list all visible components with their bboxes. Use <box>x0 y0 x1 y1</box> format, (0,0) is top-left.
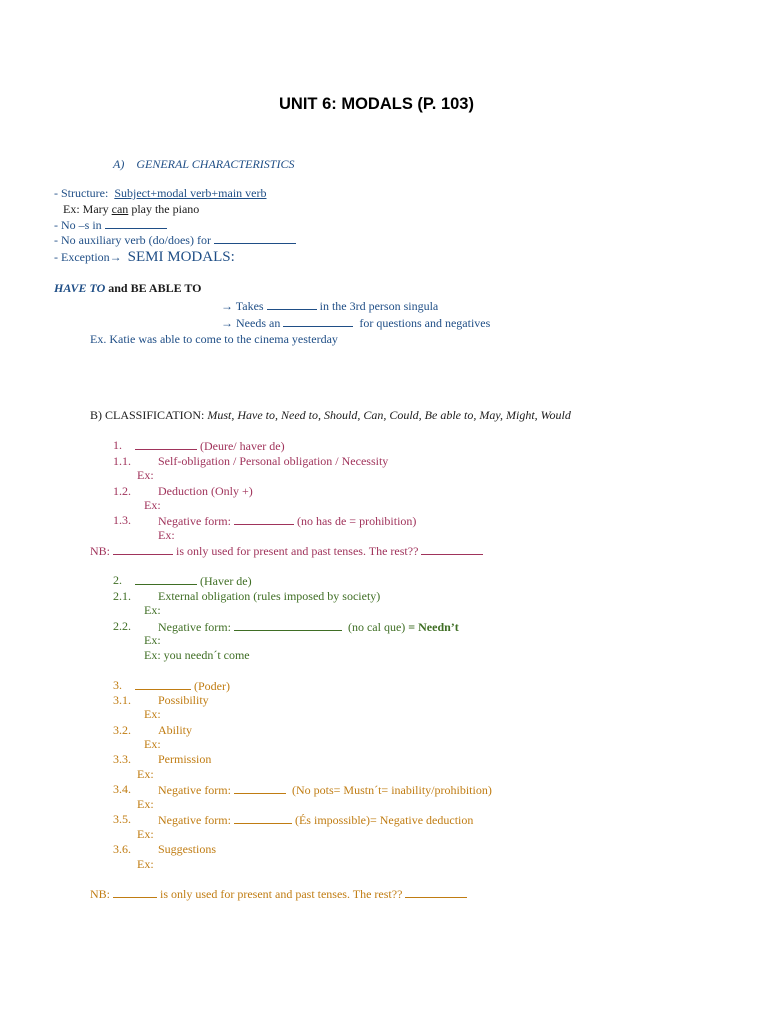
item-2-2-bold: = Needn’t <box>408 620 459 634</box>
example-label: Ex: <box>144 633 161 647</box>
page-title: UNIT 6: MODALS (P. 103) <box>279 95 474 113</box>
blank <box>113 543 173 555</box>
item-3-5 <box>158 812 473 827</box>
blank <box>135 573 197 585</box>
example-label: Ex: <box>144 603 161 617</box>
item-3-1: Possibility <box>158 693 209 707</box>
item-3-5-suffix: (És impossible)= Negative deduction <box>291 813 474 827</box>
item-3-text: (Poder) <box>191 679 230 693</box>
section-b-heading <box>90 408 571 422</box>
katie-example: Ex. Katie was able to come to the cinema yesterday <box>90 332 338 346</box>
item-1-text: (Deure/ haver de) <box>197 439 285 453</box>
nb-line-3 <box>90 886 467 901</box>
item-3-6-number: 3.6. <box>113 842 131 856</box>
takes-suffix: in the 3rd person singula <box>316 299 439 313</box>
item-3-5-label: Negative form: <box>158 813 234 827</box>
example-label: Ex: <box>144 707 161 721</box>
blank <box>135 438 197 450</box>
needs-line <box>221 315 490 330</box>
item-3-6: Suggestions <box>158 842 217 856</box>
example-label: Ex: <box>137 797 154 811</box>
item-1 <box>135 438 285 453</box>
structure-label: - Structure: <box>54 186 115 200</box>
item-1-number: 1. <box>113 438 122 452</box>
item-2-number: 2. <box>113 573 122 587</box>
blank <box>234 619 342 631</box>
be-able-label: and BE ABLE TO <box>105 281 202 295</box>
nb-label: NB: <box>90 544 114 558</box>
item-2-2 <box>158 619 459 634</box>
takes-line <box>221 298 438 313</box>
blank <box>234 513 294 525</box>
blank <box>214 232 296 244</box>
example-label: Ex: <box>137 827 154 841</box>
item-1-2-number: 1.2. <box>113 484 131 498</box>
item-3-3: Permission <box>158 752 212 766</box>
item-2-1-number: 2.1. <box>113 589 131 603</box>
no-s-line <box>54 217 167 232</box>
item-3-5-number: 3.5. <box>113 812 131 826</box>
item-2 <box>135 573 252 588</box>
nb-text: is only used for present and past tenses. The rest?? <box>173 544 422 558</box>
example-mary <box>63 202 199 216</box>
section-b-label: B) CLASSIFICATION: <box>90 408 208 422</box>
no-aux-label: - No auxiliary verb (do/does) for <box>54 233 214 247</box>
item-3 <box>135 678 230 693</box>
item-1-1-number: 1.1. <box>113 454 131 468</box>
item-3-number: 3. <box>113 678 122 692</box>
blank <box>113 886 157 898</box>
have-to-label: HAVE TO <box>54 281 106 295</box>
item-1-1: Self-obligation / Personal obligation / Necessity <box>158 454 389 468</box>
exception-line <box>54 248 235 266</box>
example-label: Ex: <box>137 468 154 482</box>
example-neednt: Ex: you needn´t come <box>144 648 250 662</box>
blank <box>421 543 483 555</box>
exception-label: - Exception→ <box>54 250 128 264</box>
item-1-3-suffix: (no has de = prohibition) <box>293 514 417 528</box>
takes-label: → Takes <box>221 299 267 313</box>
item-3-2: Ability <box>158 723 193 737</box>
item-3-3-number: 3.3. <box>113 752 131 766</box>
item-1-2: Deduction (Only +) <box>158 484 253 498</box>
item-3-4-number: 3.4. <box>113 782 131 796</box>
needs-label: → Needs an <box>221 316 284 330</box>
blank <box>405 886 467 898</box>
item-2-1: External obligation (rules imposed by society) <box>158 589 381 603</box>
item-3-2-number: 3.2. <box>113 723 131 737</box>
nb-text: is only used for present and past tenses. The rest?? <box>157 887 406 901</box>
example-mary-suffix: play the piano <box>128 202 200 216</box>
example-label: Ex: <box>137 767 154 781</box>
nb-line-1 <box>90 543 483 558</box>
blank <box>234 812 292 824</box>
item-1-3 <box>158 513 416 528</box>
blank <box>135 678 191 690</box>
example-label: Ex: <box>137 857 154 871</box>
structure-value: Subject+modal verb+main verb <box>114 186 267 200</box>
semi-modals-heading <box>54 281 202 295</box>
blank <box>283 315 353 327</box>
example-label: Ex: <box>158 528 175 542</box>
item-2-text: (Haver de) <box>197 574 252 588</box>
structure-line <box>54 186 267 200</box>
item-3-4 <box>158 782 492 797</box>
needs-suffix: for questions and negatives <box>353 316 491 330</box>
nb-label: NB: <box>90 887 114 901</box>
example-mary-prefix: Ex: Mary <box>63 202 112 216</box>
item-1-3-number: 1.3. <box>113 513 131 527</box>
no-aux-line <box>54 232 296 247</box>
item-3-4-suffix: (No pots= Mustn´t= inability/prohibition) <box>285 783 492 797</box>
no-s-label: - No –s in <box>54 218 105 232</box>
item-2-2-label: Negative form: <box>158 620 234 634</box>
exception-value: SEMI MODALS: <box>127 249 235 265</box>
blank <box>267 298 317 310</box>
item-3-4-label: Negative form: <box>158 783 234 797</box>
item-3-1-number: 3.1. <box>113 693 131 707</box>
blank <box>234 782 286 794</box>
item-2-2-suffix: (no cal que) <box>341 620 409 634</box>
example-label: Ex: <box>144 737 161 751</box>
example-mary-can: can <box>111 202 129 216</box>
item-1-3-label: Negative form: <box>158 514 234 528</box>
item-2-2-number: 2.2. <box>113 619 131 633</box>
example-label: Ex: <box>144 498 161 512</box>
section-a-heading: A) GENERAL CHARACTERISTICS <box>113 157 295 171</box>
blank <box>105 217 167 229</box>
section-b-list: Must, Have to, Need to, Should, Can, Could, Be able to, May, Might, Would <box>207 408 571 422</box>
